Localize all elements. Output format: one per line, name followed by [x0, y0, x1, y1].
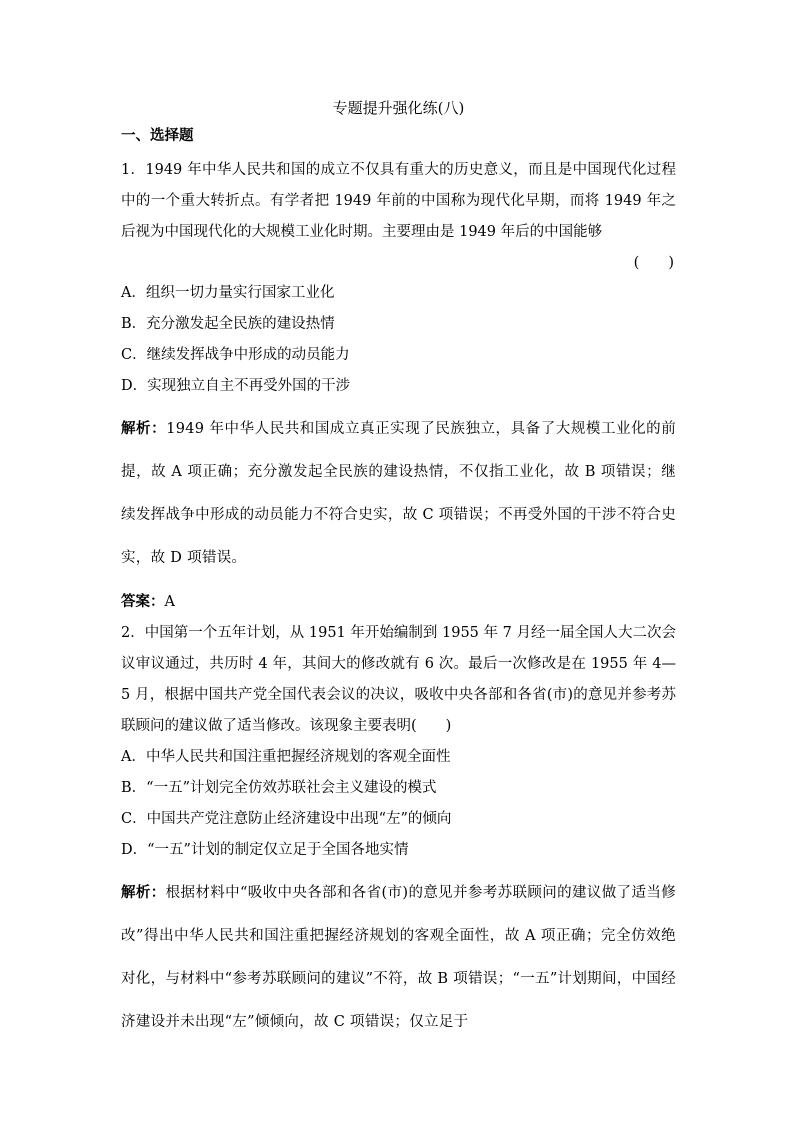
- question-1-stem: 1．1949 年中华人民共和国的成立不仅具有重大的历史意义，而且是中国现代化过程中的一个重大转折点。有学者把 1949 年前的中国称为现代化早期，而将 1949 年之后视为中国现代化的大规模工业化时期。主要理由是 1949 年后的中国能够: [121, 162, 676, 240]
- question-1-option-d: D．实现独立自主不再受外国的干涉: [121, 378, 351, 394]
- answer-value: A: [164, 594, 175, 610]
- page-title: 专题提升强化练(八): [332, 99, 465, 117]
- answer-label: 答案：: [121, 594, 165, 610]
- analysis-text: 1949 年中华人民共和国成立真正实现了民族独立，具备了大规模工业化的前提，故 A 项正确；充分激发起全民族的建设热情，不仅指工业化，故 B 项错误；继续发挥战争中形成的动员能力不符合史实，故 C 项错误；不再受外国的干涉不符合史实，故 D 项错误。: [121, 421, 677, 566]
- question-1-analysis: [121, 408, 676, 580]
- question-2-stem: 2．中国第一个五年计划，从 1951 年开始编制到 1955 年 7 月经一届全国人大二次会议审议通过，共历时 4 年，其间大的修改就有 6 次。最后一次修改是在 1955 年 4—5 月，根据中国共产党全国代表会议的决议，吸收中央各部和各省(市)的意见并参考苏联顾问的建议做了适当修改。该现象主要表明( ): [121, 625, 676, 734]
- question-1: [121, 155, 676, 616]
- question-2-option-a: A．中华人民共和国注重把握经济规划的客观全面性: [121, 749, 451, 765]
- analysis-label: 解析：: [121, 421, 167, 437]
- analysis-label: 解析：: [121, 885, 166, 901]
- question-2-option-d: D．“一五”计划的制定仅立足于全国各地实情: [121, 842, 409, 858]
- question-1-option-c: C．继续发挥战争中形成的动员能力: [121, 347, 350, 363]
- question-1-answer: [121, 588, 676, 616]
- section-heading: 一、选择题: [121, 128, 194, 144]
- question-2: [121, 618, 676, 1044]
- question-1-option-a: A．组织一切力量实行国家工业化: [121, 285, 335, 301]
- question-2-option-b: B．“一五”计划完全仿效苏联社会主义建设的模式: [121, 780, 437, 796]
- question-2-analysis: [121, 872, 676, 1044]
- analysis-text: 根据材料中“吸收中央各部和各省(市)的意见并参考苏联顾问的建议做了适当修改”得出中华人民共和国注重把握经济规划的客观全面性，故 A 项正确；完全仿效绝对化，与材料中“参考苏联顾问的建议”不符，故 B 项错误；“一五”计划期间，中国经济建设并未出现“左”倾倾向，故 C 项错误；仅立足于: [121, 885, 676, 1030]
- question-2-option-c: C．中国共产党注意防止经济建设中出现“左”的倾向: [121, 811, 452, 827]
- answer-paren: ( ): [633, 255, 674, 271]
- question-1-option-b: B．充分激发起全民族的建设热情: [121, 316, 335, 332]
- document-content: [121, 97, 676, 1044]
